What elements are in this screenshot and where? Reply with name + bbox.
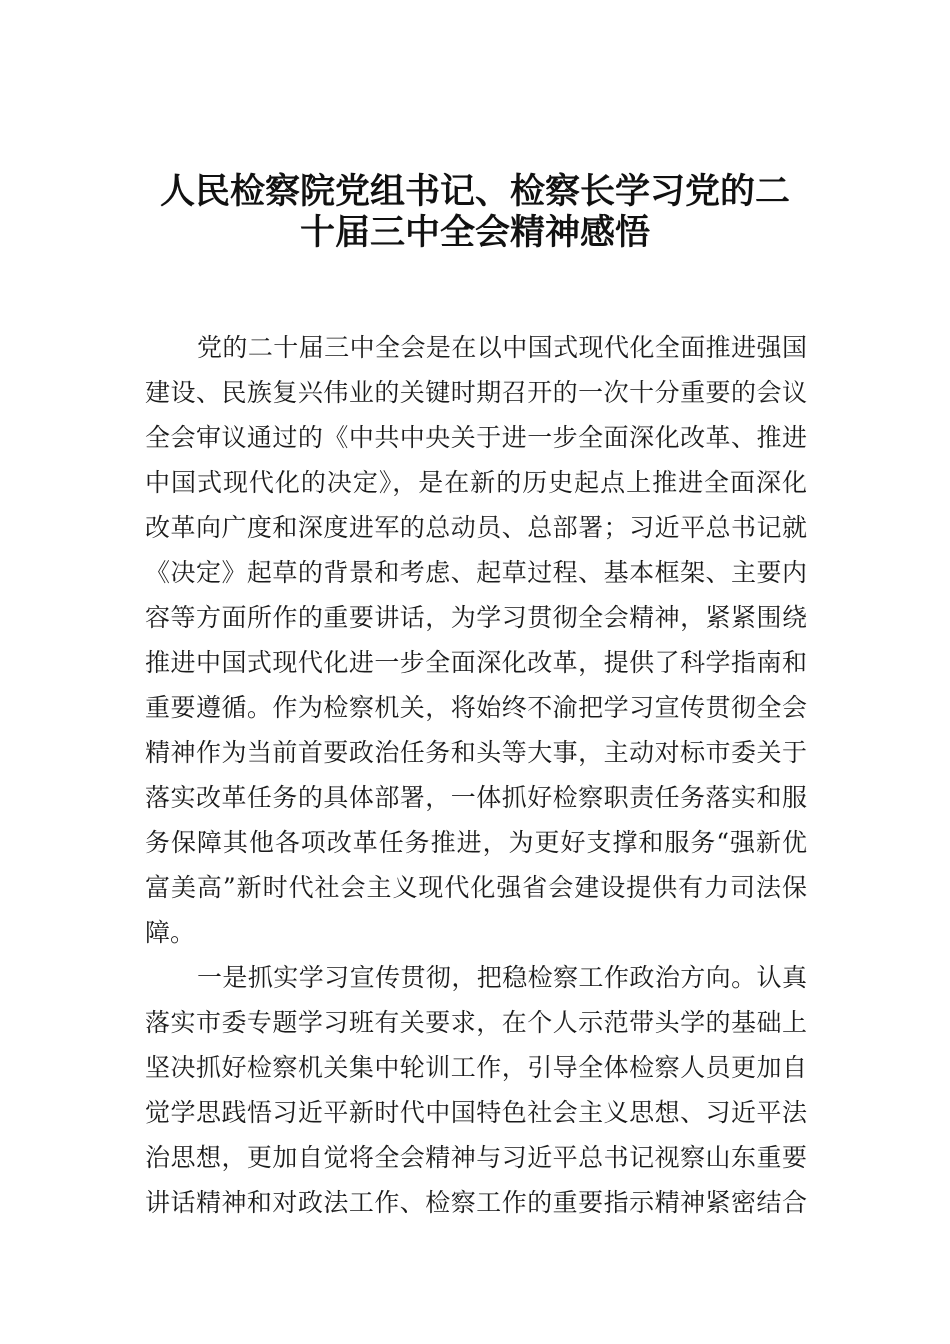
body-line: 落实市委专题学习班有关要求，在个人示范带头学的基础上 <box>145 1008 807 1037</box>
body-line: 治思想，更加自觉将全会精神与习近平总书记视察山东重要 <box>145 1143 807 1172</box>
body-line: 推进中国式现代化进一步全面深化改革，提供了科学指南和 <box>145 648 807 677</box>
body-line: 务保障其他各项改革任务推进，为更好支撑和服务“强新优 <box>145 828 807 857</box>
body-line: 党的二十届三中全会是在以中国式现代化全面推进强国 <box>197 333 807 362</box>
body-line: 改革向广度和深度进军的总动员、总部署；习近平总书记就 <box>145 513 807 542</box>
body-line: 讲话精神和对政法工作、检察工作的重要指示精神紧密结合 <box>145 1188 807 1217</box>
body-line: 建设、民族复兴伟业的关键时期召开的一次十分重要的会议 <box>145 378 807 407</box>
body-line: 富美高”新时代社会主义现代化强省会建设提供有力司法保 <box>145 873 807 902</box>
body-line: 重要遵循。作为检察机关，将始终不渝把学习宣传贯彻全会 <box>145 693 807 722</box>
document-title-line-1: 人民检察院党组书记、检察长学习党的二 <box>159 171 790 212</box>
body-line: 坚决抓好检察机关集中轮训工作，引导全体检察人员更加自 <box>145 1053 807 1082</box>
body-line: 一是抓实学习宣传贯彻，把稳检察工作政治方向。认真 <box>197 963 807 992</box>
document-title-line-2: 十届三中全会精神感悟 <box>299 212 650 253</box>
body-line: 障。 <box>145 918 196 947</box>
body-line: 容等方面所作的重要讲话，为学习贯彻全会精神，紧紧围绕 <box>145 603 807 632</box>
body-line: 全会审议通过的《中共中央关于进一步全面深化改革、推进 <box>145 423 807 452</box>
body-line: 觉学思践悟习近平新时代中国特色社会主义思想、习近平法 <box>145 1098 807 1127</box>
body-line: 《决定》起草的背景和考虑、起草过程、基本框架、主要内 <box>145 558 807 587</box>
body-line: 落实改革任务的具体部署，一体抓好检察职责任务落实和服 <box>145 783 807 812</box>
body-line: 中国式现代化的决定》，是在新的历史起点上推进全面深化 <box>145 468 807 497</box>
body-line: 精神作为当前首要政治任务和头等大事，主动对标市委关于 <box>145 738 807 767</box>
